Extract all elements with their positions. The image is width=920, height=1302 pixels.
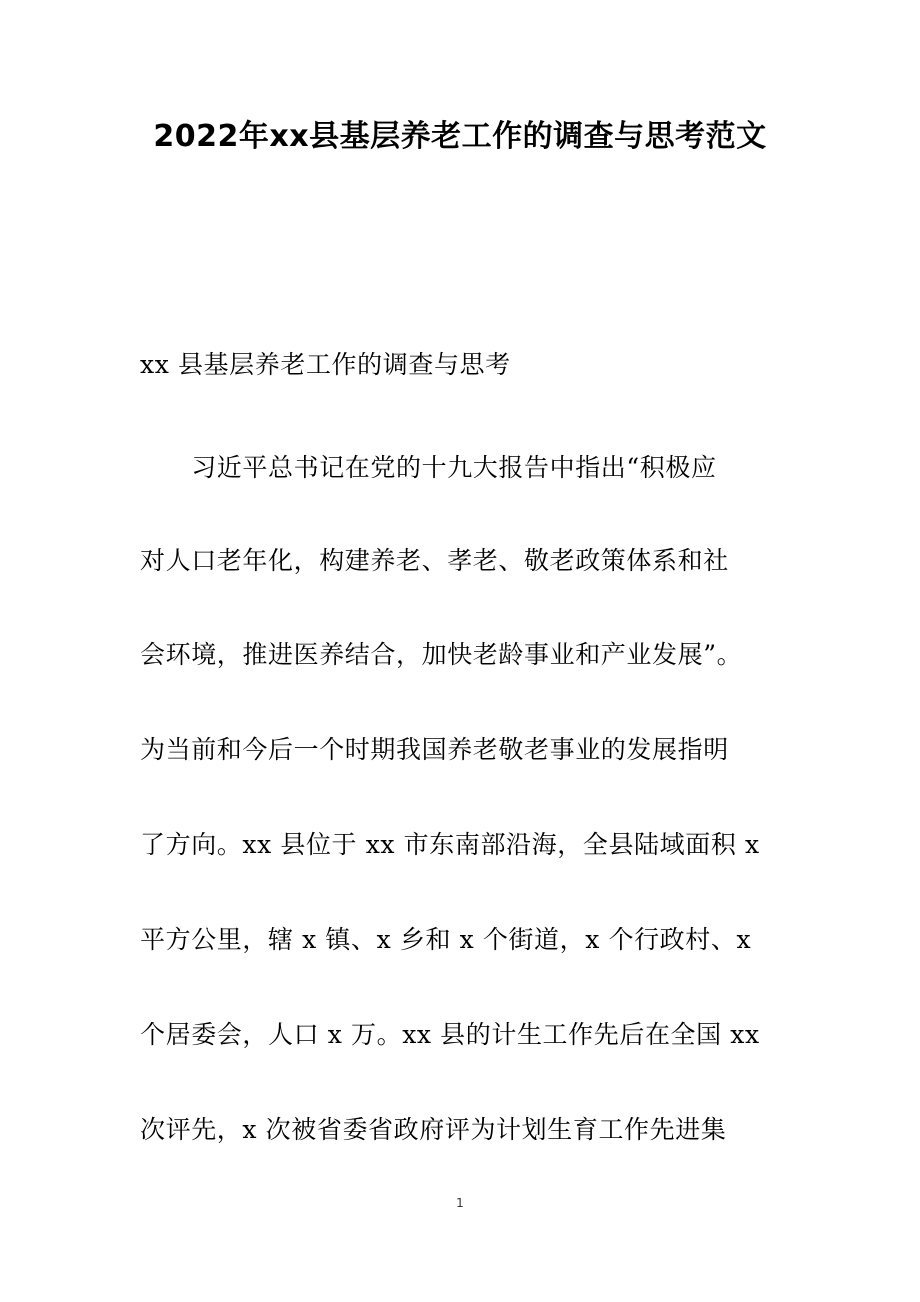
paragraph-line-8: 次评先，x 次被省委省政府评为计划生育工作先进集 [140, 1115, 727, 1144]
paragraph-line-7: 个居委会，人口 x 万。xx 县的计生工作先后在全国 xx [140, 1020, 760, 1049]
document-subtitle: xx 县基层养老工作的调查与思考 [140, 350, 511, 379]
paragraph-line-5: 了方向。xx 县位于 xx 市东南部沿海，全县陆域面积 x [140, 830, 760, 859]
paragraph-line-2: 对人口老年化，构建养老、孝老、敬老政策体系和社 [140, 546, 729, 575]
paragraph-line-3: 会环境，推进医养结合，加快老龄事业和产业发展”。 [140, 640, 743, 669]
paragraph-line-6: 平方公里，辖 x 镇、x 乡和 x 个街道，x 个行政村、x [140, 925, 752, 954]
document-title: 2022年xx县基层养老工作的调查与思考范文 [153, 119, 767, 154]
paragraph-line-1: 习近平总书记在党的十九大报告中指出“积极应 [140, 453, 717, 482]
page-number: 1 [456, 1196, 464, 1210]
paragraph-line-4: 为当前和今后一个时期我国养老敬老事业的发展指明 [140, 735, 729, 764]
